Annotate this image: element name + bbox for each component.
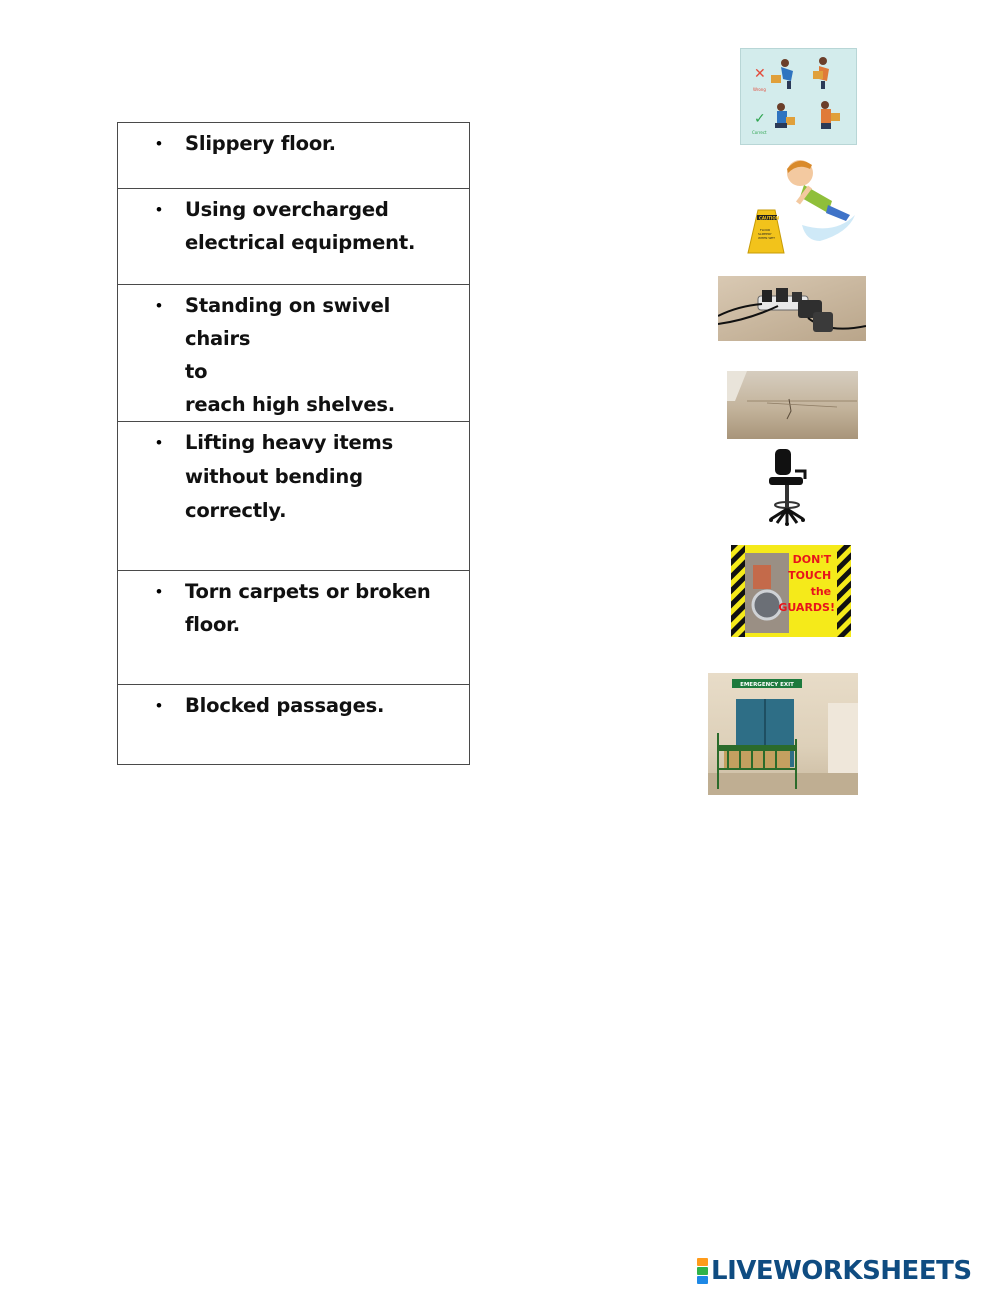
hazard-row [118, 685, 470, 765]
corridor-illustration [708, 673, 858, 795]
correct-label: Correct [752, 130, 767, 135]
slip-sign-text: FLOOR [760, 228, 771, 232]
hazard-row [118, 189, 470, 285]
cracked-floor-illustration [727, 371, 858, 439]
logo-blocks-icon [697, 1258, 708, 1284]
hazard-cell[interactable] [118, 189, 470, 285]
guards-sign-image[interactable] [731, 545, 851, 637]
bullet-icon: • [156, 134, 162, 153]
exit-sign-text: EMERGENCY EXIT [740, 682, 794, 688]
bullet-icon: • [156, 433, 162, 452]
hazard-text: Lifting heavy items without bending correctly. [185, 431, 394, 522]
broken-floor-image[interactable] [727, 371, 858, 439]
wrong-label: Wrong [753, 87, 766, 92]
chair-illustration [765, 447, 811, 527]
bullet-icon: • [156, 296, 162, 315]
caution-text: CAUTION [759, 215, 780, 221]
swivel-chair-image[interactable] [765, 447, 811, 527]
guards-sign-text: DON'T TOUCH the GUARDS! [778, 553, 835, 614]
hazard-cell[interactable] [118, 285, 470, 422]
hazard-text: Torn carpets or broken floor. [185, 580, 431, 636]
slip-illustration [740, 155, 860, 258]
bullet-icon: • [156, 582, 162, 601]
overloaded-socket-image[interactable] [718, 276, 866, 341]
svg-text:✓: ✓ [754, 111, 766, 127]
hazard-row [118, 123, 470, 189]
svg-text:SLIPPERY: SLIPPERY [758, 232, 772, 236]
bullet-icon: • [156, 696, 162, 715]
lifting-illustration [741, 49, 856, 144]
lifting-technique-image[interactable] [740, 48, 857, 145]
blocked-passage-image[interactable] [708, 673, 858, 795]
hazard-row [118, 422, 470, 571]
slippery-floor-image[interactable] [740, 155, 860, 258]
hazard-row [118, 571, 470, 685]
hazards-table [117, 122, 470, 765]
guards-sign-illustration [731, 545, 851, 637]
brand-name: LIVEWORKSHEETS [711, 1256, 972, 1286]
liveworksheets-logo[interactable] [697, 1255, 972, 1287]
hazard-text: Blocked passages. [185, 694, 385, 717]
hazard-text: Standing on swivel chairs to reach high shelves. [185, 294, 395, 416]
hazard-cell[interactable] [118, 422, 470, 571]
svg-text:WHEN WET: WHEN WET [758, 236, 776, 240]
hazard-text: Using overcharged electrical equipment. [185, 198, 416, 254]
svg-text:✕: ✕ [754, 66, 766, 82]
hazard-cell[interactable] [118, 685, 470, 765]
hazard-row [118, 285, 470, 422]
hazard-cell[interactable] [118, 123, 470, 189]
hazard-cell[interactable] [118, 571, 470, 685]
bullet-icon: • [156, 200, 162, 219]
power-strip-illustration [718, 276, 866, 341]
hazard-text: Slippery floor. [185, 132, 336, 155]
